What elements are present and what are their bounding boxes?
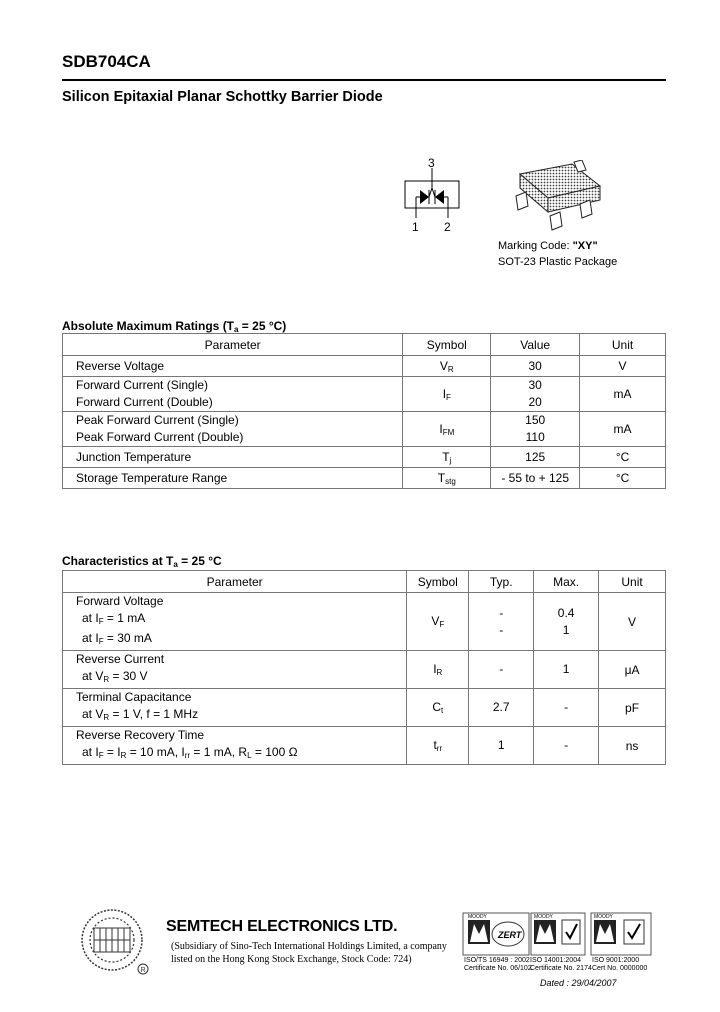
value-text: 30 <box>528 378 542 392</box>
column-header: Parameter <box>63 571 407 593</box>
symbol-subscript: j <box>449 455 452 465</box>
typ-cell <box>469 689 534 727</box>
table-row <box>63 593 666 651</box>
test-condition: at $V_R = 30$ V <box>82 669 148 684</box>
symbol-cell <box>407 727 469 765</box>
value-cell <box>491 447 580 468</box>
table-row <box>63 412 666 447</box>
symbol-cell <box>407 689 469 727</box>
table-row <box>63 447 666 468</box>
value-text: 30 <box>528 358 542 373</box>
typ-text: - <box>499 605 504 620</box>
symbol-subscript: rr <box>436 744 443 753</box>
marking-code-value: "XY" <box>572 240 598 252</box>
max-text: - <box>564 700 569 714</box>
max-cell <box>534 593 599 651</box>
typ-text: 2.7 <box>492 700 510 714</box>
max-text: 1 <box>562 662 570 676</box>
max-text: 0.4 <box>557 605 575 620</box>
parameter-text: Reverse Voltage <box>76 358 165 373</box>
symbol-cell <box>403 468 491 489</box>
symbol-letter: I <box>433 662 437 676</box>
cert-caption-1: ISO/TS 16949 : 2002 Certificate No. 06/102 <box>464 957 532 972</box>
column-header: Symbol <box>403 334 491 356</box>
test-condition: at $I_F = 30$ mA <box>82 631 152 646</box>
symbol-letter: T <box>437 470 446 485</box>
table-header-row <box>63 334 666 356</box>
value-cell <box>491 377 580 412</box>
symbol-subscript: R <box>436 668 443 677</box>
parameter-text: Peak Forward Current (Single) <box>76 413 239 427</box>
typ-cell <box>469 651 534 689</box>
abs-max-title: Absolute Maximum Ratings ($T_a = 25$ °C) <box>62 319 287 334</box>
symbol-cell <box>403 412 491 447</box>
symbol-cell <box>403 377 491 412</box>
symbol-cell <box>403 447 491 468</box>
value-text: 20 <box>528 395 542 409</box>
unit-cell: mA <box>580 377 666 412</box>
symbol-subscript: R <box>447 364 454 374</box>
svg-text:MOODY: MOODY <box>534 914 553 920</box>
value-text: 125 <box>525 449 546 464</box>
column-header: Unit <box>580 334 666 356</box>
cert-caption-3: ISO 9001:2000 Cert No. 0000000 <box>592 957 648 972</box>
absolute-maximum-ratings-table <box>62 333 666 489</box>
pin-3-label: 3 <box>428 156 435 170</box>
parameter-cell <box>63 356 403 377</box>
sot23-package-icon <box>510 160 610 232</box>
column-header: Symbol <box>407 571 469 593</box>
value-cell <box>491 412 580 447</box>
pinout-diagram-icon <box>398 168 468 222</box>
max-text: - <box>564 738 569 752</box>
unit-cell: μA <box>599 651 666 689</box>
header-rule <box>62 79 666 81</box>
test-condition: at $I_F = 1$ mA <box>82 611 146 626</box>
parameter-text: Reverse Current <box>76 652 165 666</box>
table-row <box>63 689 666 727</box>
unit-cell: pF <box>599 689 666 727</box>
symbol-letter: V <box>439 358 448 373</box>
max-text: 1 <box>562 622 570 637</box>
column-header: Max. <box>534 571 599 593</box>
parameter-cell <box>63 689 407 727</box>
symbol-subscript: t <box>440 706 444 715</box>
characteristics-title: Characteristics at $T_a = 25$ °C <box>62 554 222 569</box>
column-header: Typ. <box>469 571 534 593</box>
table-header-row <box>63 571 666 593</box>
unit-cell: ns <box>599 727 666 765</box>
parameter-cell <box>63 412 403 447</box>
symbol-subscript: FM <box>442 427 455 437</box>
symbol-subscript: F <box>439 620 445 629</box>
svg-text:MOODY: MOODY <box>468 914 487 920</box>
symbol-cell <box>407 651 469 689</box>
symbol-letter: V <box>431 614 440 628</box>
symbol-subscript: stg <box>445 476 456 486</box>
svg-text:MOODY: MOODY <box>594 914 613 920</box>
symbol-cell <box>403 356 491 377</box>
unit-cell: V <box>580 356 666 377</box>
symbol-cell <box>407 593 469 651</box>
parameter-cell <box>63 651 407 689</box>
pin-2-label: 2 <box>444 220 451 234</box>
max-cell <box>534 651 599 689</box>
value-text: - 55 to + 125 <box>501 470 570 485</box>
typ-text: - <box>499 622 504 637</box>
parameter-cell <box>63 468 403 489</box>
parameter-text: Peak Forward Current (Double) <box>76 430 244 444</box>
parameter-text: Forward Current (Single) <box>76 378 209 392</box>
typ-text: - <box>499 662 504 676</box>
parameter-text: Junction Temperature <box>76 449 192 464</box>
marking-code-label: Marking Code: <box>498 240 573 252</box>
table-row <box>63 356 666 377</box>
unit-cell: °C <box>580 447 666 468</box>
symbol-subscript: F <box>446 392 451 402</box>
typ-cell <box>469 593 534 651</box>
cert-caption-2: ISO 14001:2004 Certificate No. 2174 <box>530 957 592 972</box>
characteristics-table <box>62 570 666 765</box>
typ-cell <box>469 727 534 765</box>
column-header: Unit <box>599 571 666 593</box>
test-condition: at $I_F = I_R = 10$ mA, $I_{rr} = 1$ mA, $R_L = 100$ Ω <box>82 745 298 760</box>
unit-cell: V <box>599 593 666 651</box>
test-condition: at $V_R = 1$ V, f = 1 MHz <box>82 707 199 722</box>
table-row <box>63 468 666 489</box>
symbol-letter: T <box>442 449 450 464</box>
symbol-letter: I <box>442 386 447 401</box>
parameter-text: Terminal Capacitance <box>76 690 192 704</box>
parameter-text: Storage Temperature Range <box>76 470 228 485</box>
symbol-letter: C <box>432 700 441 714</box>
value-cell <box>491 468 580 489</box>
max-cell <box>534 689 599 727</box>
package-type: SOT-23 Plastic Package <box>498 256 618 268</box>
svg-text:ZERT: ZERT <box>498 930 522 940</box>
part-number: SDB704CA <box>62 52 151 71</box>
value-text: 150 <box>525 413 546 427</box>
parameter-cell <box>63 377 403 412</box>
value-cell <box>491 356 580 377</box>
symbol-letter: t <box>433 738 437 752</box>
typ-text: 1 <box>497 738 505 752</box>
column-header: Parameter <box>63 334 403 356</box>
parameter-cell <box>63 727 407 765</box>
iso-ts-16949-cert-icon <box>462 912 530 956</box>
device-subtitle: Silicon Epitaxial Planar Schottky Barrier Diode <box>62 89 383 105</box>
parameter-text: Reverse Recovery Time <box>76 728 205 742</box>
iso-14001-cert-icon <box>530 912 586 956</box>
document-date: Dated : 29/04/2007 <box>540 978 617 988</box>
symbol-letter: I <box>439 421 443 436</box>
svg-text:R: R <box>140 967 146 974</box>
parameter-text: Forward Voltage <box>76 594 164 608</box>
parameter-cell <box>63 593 407 651</box>
parameter-cell <box>63 447 403 468</box>
parameter-text: Forward Current (Double) <box>76 395 213 409</box>
pin-1-label: 1 <box>412 220 419 234</box>
table-row <box>63 377 666 412</box>
unit-cell: mA <box>580 412 666 447</box>
column-header: Value <box>491 334 580 356</box>
table-row <box>63 651 666 689</box>
max-cell <box>534 727 599 765</box>
unit-cell: °C <box>580 468 666 489</box>
company-subsidiary-note: (Subsidiary of Sino-Tech International Holdings Limited, a company listed on the Hong Kong Stock Exchange, Stock Code: 724) <box>171 941 447 965</box>
iso-9001-cert-icon <box>590 912 652 956</box>
table-row <box>63 727 666 765</box>
company-name: SEMTECH ELECTRONICS LTD. <box>166 918 398 935</box>
value-text: 110 <box>525 430 545 444</box>
semtech-logo-icon <box>78 906 152 980</box>
